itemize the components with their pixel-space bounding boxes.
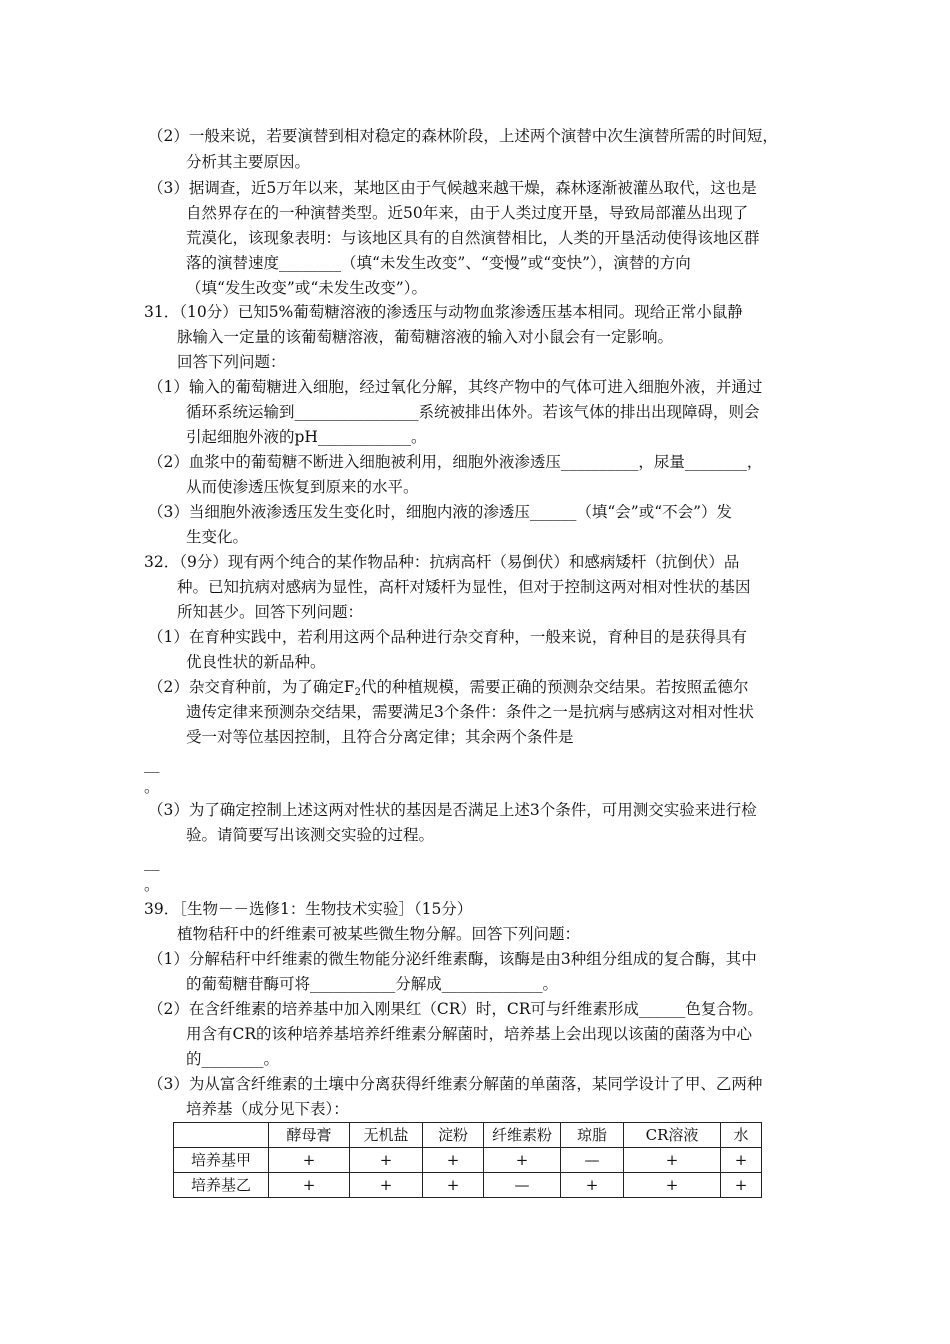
- q30-p2-line1: （2）一般来说，若要演替到相对稳定的森林阶段，上述两个演替中次生演替所需的时间短，: [148, 127, 778, 145]
- q32-p2-answer-blank: __: [144, 755, 160, 773]
- table-header-cell: 淀粉: [423, 1123, 484, 1148]
- q39-p3-line2: 培养基（成分见下表）：: [186, 1100, 349, 1118]
- table-header-cell: CR溶液: [624, 1123, 721, 1148]
- q39-heading-line2: 植物秸秆中的纤维素可被某些微生物分解。回答下列问题：: [177, 925, 581, 943]
- q31-p2-line2: 从而使渗透压恢复到原来的水平。: [186, 478, 419, 496]
- q39-p2-line2: 用含有CR的该种培养基培养纤维素分解菌时，培养基上会出现以该菌的菌落为中心: [186, 1025, 753, 1043]
- q39-p3-line1: （3）为从富含纤维素的土壤中分离获得纤维素分解菌的单菌落，某同学设计了甲、乙两种: [148, 1075, 763, 1093]
- table-cell: 培养基甲: [174, 1148, 269, 1173]
- table-cell: +: [721, 1148, 762, 1173]
- table-cell: —: [484, 1173, 561, 1198]
- q30-p3-line2: 自然界存在的一种演替类型。近50年来，由于人类过度开垦，导致局部灌丛出现了: [186, 204, 749, 222]
- table-header-cell: 无机盐: [350, 1123, 423, 1148]
- table-header-cell: [174, 1123, 269, 1148]
- q30-p3-line4: 落的演替速度________（填“未发生改变”、“变慢”或“变快”），演替的方向: [186, 254, 691, 272]
- table-cell: +: [561, 1173, 624, 1198]
- table-cell: +: [269, 1148, 350, 1173]
- q32-p2-line1-b: 代的种植规模，需要正确的预测杂交结果。若按照孟德尔: [361, 678, 749, 696]
- q31-p3-line1: （3）当细胞外液渗透压发生变化时，细胞内液的渗透压______（填“会”或“不会”）发: [148, 503, 733, 521]
- table-header-cell: 酵母膏: [269, 1123, 350, 1148]
- culture-medium-table: [173, 1122, 762, 1198]
- q32-heading-line2: 种。已知抗病对感病为显性，高杆对矮杆为显性，但对于控制这两对相对性状的基因: [177, 578, 751, 596]
- q31-p2-line1: （2）血浆中的葡萄糖不断进入细胞被利用，细胞外液渗透压__________，尿量________，: [148, 453, 763, 471]
- table-header-cell: 水: [721, 1123, 762, 1148]
- table-cell: +: [484, 1148, 561, 1173]
- q30-p3-line3: 荒漠化，该现象表明：与该地区具有的自然演替相比，人类的开垦活动使得该地区群: [186, 229, 760, 247]
- q39-p2-line3: 的________。: [186, 1050, 280, 1068]
- table-header-cell: 纤维素粉: [484, 1123, 561, 1148]
- q32-p3-end-mark: 。: [144, 876, 160, 894]
- f2-subscript: 2: [354, 687, 361, 698]
- table-cell: +: [269, 1173, 350, 1198]
- table-cell: +: [624, 1148, 721, 1173]
- q30-p3-line5: （填“发生改变”或“未发生改变”）。: [186, 279, 427, 297]
- q32-heading-line3: 所知甚少。回答下列问题：: [177, 603, 364, 621]
- table-header-row: [174, 1123, 762, 1148]
- table-row: [174, 1148, 762, 1173]
- q32-p1-line1: （1）在育种实践中，若利用这两个品种进行杂交育种，一般来说，育种目的是获得具有: [148, 628, 747, 646]
- table-cell: +: [350, 1173, 423, 1198]
- table-cell: +: [624, 1173, 721, 1198]
- table-header-cell: 琼脂: [561, 1123, 624, 1148]
- q39-p1-line1: （1）分解秸秆中纤维素的微生物能分泌纤维素酶，该酶是由3种组分组成的复合酶，其中: [148, 950, 757, 968]
- table-cell: +: [423, 1148, 484, 1173]
- q32-p1-line2: 优良性状的新品种。: [186, 653, 326, 671]
- q31-p1-line3: 引起细胞外液的pH____________。: [186, 428, 427, 446]
- q31-heading-line1: 31．（10分）已知5%葡萄糖溶液的渗透压与动物血浆渗透压基本相同。现给正常小鼠静: [144, 303, 743, 321]
- q39-p1-line2: 的葡萄糖苷酶可将___________分解成_____________。: [186, 975, 559, 993]
- table-cell: +: [350, 1148, 423, 1173]
- q30-p2-line2: 分析其主要原因。: [186, 153, 311, 171]
- q31-p3-line2: 生变化。: [186, 528, 249, 546]
- q31-p1-line2: 循环系统运输到________________系统被排出体外。若该气体的排出出现障碍，则会: [186, 403, 760, 421]
- q31-heading-line3: 回答下列问题：: [177, 353, 286, 371]
- q32-p2-line2: 遗传定律来预测杂交结果，需要满足3个条件：条件之一是抗病与感病这对相对性状: [186, 703, 754, 721]
- q39-heading-line1: 39．［生物－－选修1：生物技术实验］（15分）: [144, 900, 473, 918]
- q39-p2-line1: （2）在含纤维素的培养基中加入刚果红（CR）时，CR可与纤维素形成______色复合物。: [148, 1000, 763, 1018]
- q31-heading-line2: 脉输入一定量的该葡萄糖溶液，葡萄糖溶液的输入对小鼠会有一定影响。: [177, 328, 674, 346]
- table-cell: +: [721, 1173, 762, 1198]
- q32-p3-line1: （3）为了确定控制上述这两对性状的基因是否满足上述3个条件，可用测交实验来进行检: [148, 801, 757, 819]
- table-row: [174, 1173, 762, 1198]
- q30-p3-line1: （3）据调查，近5万年以来，某地区由于气候越来越干燥，森林逐渐被灌丛取代，这也是: [148, 179, 757, 197]
- q32-p2-line1-a: （2）杂交育种前，为了确定F: [148, 678, 355, 696]
- q31-p1-line1: （1）输入的葡萄糖进入细胞，经过氧化分解，其终产物中的气体可进入细胞外液，并通过: [148, 378, 763, 396]
- table-cell: +: [423, 1173, 484, 1198]
- q32-p2-end-mark: 。: [144, 778, 160, 796]
- table-cell: —: [561, 1148, 624, 1173]
- q32-p2-line3: 受一对等位基因控制，且符合分离定律；其余两个条件是: [186, 728, 574, 746]
- q32-p3-line2: 验。请简要写出该测交实验的过程。: [186, 826, 435, 844]
- q32-heading-line1: 32．（9分）现有两个纯合的某作物品种：抗病高杆（易倒伏）和感病矮杆（抗倒伏）品: [144, 553, 740, 571]
- q32-p3-answer-blank: __: [144, 853, 160, 871]
- table-cell: 培养基乙: [174, 1173, 269, 1198]
